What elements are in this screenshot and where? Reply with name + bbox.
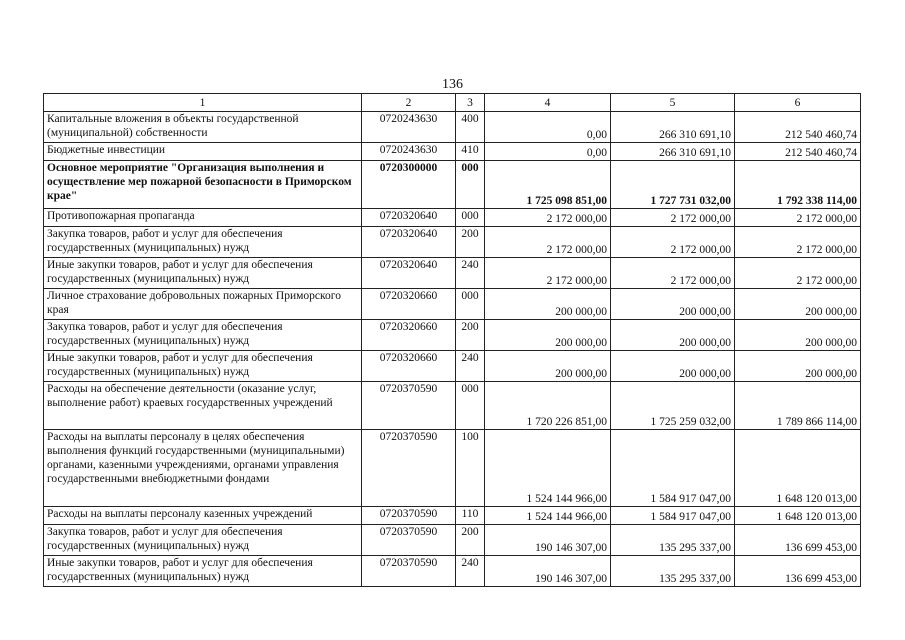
- row-value-col6: 2 172 000,00: [735, 209, 861, 227]
- table-header-row: [44, 94, 861, 112]
- header-cell: 2: [362, 94, 456, 112]
- row-value-col4: 190 146 307,00: [485, 556, 611, 587]
- row-value-col4: 1 725 098 851,00: [485, 161, 611, 209]
- table-row: [44, 525, 861, 556]
- row-value-col4: 200 000,00: [485, 289, 611, 320]
- header-cell: 3: [456, 94, 485, 112]
- row-kind-cell: 400: [456, 112, 485, 143]
- row-code-cell: 0720320660: [362, 289, 456, 320]
- row-kind-cell: 000: [456, 382, 485, 430]
- row-value-col6: 136 699 453,00: [735, 525, 861, 556]
- row-value-col6: 2 172 000,00: [735, 258, 861, 289]
- row-value-col5: 1 584 917 047,00: [611, 430, 735, 507]
- row-value-col4: 1 524 144 966,00: [485, 507, 611, 525]
- row-name-cell: Иные закупки товаров, работ и услуг для обеспечения государственных (муниципальных) нужд: [44, 351, 362, 382]
- row-name-cell: Расходы на выплаты персоналу казенных учреждений: [44, 507, 362, 525]
- table-row: [44, 258, 861, 289]
- row-value-col5: 1 727 731 032,00: [611, 161, 735, 209]
- header-cell: 5: [611, 94, 735, 112]
- row-value-col5: 2 172 000,00: [611, 258, 735, 289]
- table-row: [44, 507, 861, 525]
- row-value-col4: 0,00: [485, 112, 611, 143]
- row-value-col5: 266 310 691,10: [611, 143, 735, 161]
- row-value-col5: 135 295 337,00: [611, 525, 735, 556]
- row-name-cell: Иные закупки товаров, работ и услуг для обеспечения государственных (муниципальных) нужд: [44, 258, 362, 289]
- table-row: [44, 320, 861, 351]
- row-value-col4: 2 172 000,00: [485, 227, 611, 258]
- row-code-cell: 0720370590: [362, 430, 456, 507]
- row-code-cell: 0720370590: [362, 556, 456, 587]
- row-value-col6: 136 699 453,00: [735, 556, 861, 587]
- row-value-col4: 0,00: [485, 143, 611, 161]
- table-row: [44, 430, 861, 507]
- row-code-cell: 0720243630: [362, 143, 456, 161]
- row-code-cell: 0720370590: [362, 525, 456, 556]
- row-name-cell: Иные закупки товаров, работ и услуг для обеспечения государственных (муниципальных) нужд: [44, 556, 362, 587]
- table-row: [44, 382, 861, 430]
- row-value-col4: 1 720 226 851,00: [485, 382, 611, 430]
- budget-table: [43, 93, 861, 587]
- table-row: [44, 143, 861, 161]
- header-cell: 4: [485, 94, 611, 112]
- table-row: [44, 556, 861, 587]
- row-value-col6: 2 172 000,00: [735, 227, 861, 258]
- row-name-cell: Закупка товаров, работ и услуг для обеспечения государственных (муниципальных) нужд: [44, 227, 362, 258]
- row-name-cell: Закупка товаров, работ и услуг для обеспечения государственных (муниципальных) нужд: [44, 525, 362, 556]
- row-kind-cell: 200: [456, 525, 485, 556]
- table-row: [44, 289, 861, 320]
- page-number: 136: [442, 77, 463, 92]
- row-kind-cell: 110: [456, 507, 485, 525]
- row-value-col4: 2 172 000,00: [485, 209, 611, 227]
- row-code-cell: 0720370590: [362, 382, 456, 430]
- row-value-col4: 2 172 000,00: [485, 258, 611, 289]
- table-row: [44, 351, 861, 382]
- row-kind-cell: 000: [456, 289, 485, 320]
- row-value-col6: 212 540 460,74: [735, 112, 861, 143]
- row-name-cell: Капитальные вложения в объекты государственной (муниципальной) собственности: [44, 112, 362, 143]
- table-row: [44, 161, 861, 209]
- table-row: [44, 209, 861, 227]
- row-name-cell: Расходы на выплаты персоналу в целях обеспечения выполнения функций государственными (муниципальными) органами, казенными учреждениями, органами управления государственными внебюджетными фондами: [44, 430, 362, 507]
- row-value-col5: 200 000,00: [611, 289, 735, 320]
- row-name-cell: Расходы на обеспечение деятельности (оказание услуг, выполнение работ) краевых государственных учреждений: [44, 382, 362, 430]
- row-name-cell: Личное страхование добровольных пожарных Приморского края: [44, 289, 362, 320]
- row-kind-cell: 200: [456, 227, 485, 258]
- row-kind-cell: 000: [456, 161, 485, 209]
- row-value-col5: 1 584 917 047,00: [611, 507, 735, 525]
- row-value-col5: 200 000,00: [611, 320, 735, 351]
- row-kind-cell: 100: [456, 430, 485, 507]
- row-name-cell: Закупка товаров, работ и услуг для обеспечения государственных (муниципальных) нужд: [44, 320, 362, 351]
- header-cell: 6: [735, 94, 861, 112]
- row-value-col4: 200 000,00: [485, 320, 611, 351]
- row-kind-cell: 240: [456, 556, 485, 587]
- row-code-cell: 0720320660: [362, 320, 456, 351]
- row-kind-cell: 240: [456, 351, 485, 382]
- row-name-cell: Бюджетные инвестиции: [44, 143, 362, 161]
- table-row: [44, 227, 861, 258]
- row-code-cell: 0720300000: [362, 161, 456, 209]
- row-value-col6: 200 000,00: [735, 320, 861, 351]
- row-code-cell: 0720370590: [362, 507, 456, 525]
- row-code-cell: 0720320640: [362, 227, 456, 258]
- row-value-col6: 200 000,00: [735, 289, 861, 320]
- row-value-col6: 1 648 120 013,00: [735, 507, 861, 525]
- row-kind-cell: 000: [456, 209, 485, 227]
- row-name-cell: Противопожарная пропаганда: [44, 209, 362, 227]
- row-kind-cell: 410: [456, 143, 485, 161]
- row-value-col5: 200 000,00: [611, 351, 735, 382]
- row-value-col5: 266 310 691,10: [611, 112, 735, 143]
- row-value-col6: 1 648 120 013,00: [735, 430, 861, 507]
- row-value-col6: 212 540 460,74: [735, 143, 861, 161]
- row-code-cell: 0720243630: [362, 112, 456, 143]
- row-kind-cell: 200: [456, 320, 485, 351]
- row-value-col4: 200 000,00: [485, 351, 611, 382]
- row-value-col5: 1 725 259 032,00: [611, 382, 735, 430]
- row-name-cell: Основное мероприятие "Организация выполнения и осуществление мер пожарной безопасности в Приморском крае": [44, 161, 362, 209]
- table-row: [44, 112, 861, 143]
- row-value-col6: 1 789 866 114,00: [735, 382, 861, 430]
- header-cell: 1: [44, 94, 362, 112]
- budget-table-body: [44, 94, 861, 587]
- row-value-col4: 190 146 307,00: [485, 525, 611, 556]
- row-code-cell: 0720320660: [362, 351, 456, 382]
- row-value-col4: 1 524 144 966,00: [485, 430, 611, 507]
- row-value-col5: 135 295 337,00: [611, 556, 735, 587]
- row-code-cell: 0720320640: [362, 258, 456, 289]
- row-value-col5: 2 172 000,00: [611, 209, 735, 227]
- row-code-cell: 0720320640: [362, 209, 456, 227]
- row-value-col6: 1 792 338 114,00: [735, 161, 861, 209]
- row-value-col5: 2 172 000,00: [611, 227, 735, 258]
- row-value-col6: 200 000,00: [735, 351, 861, 382]
- row-kind-cell: 240: [456, 258, 485, 289]
